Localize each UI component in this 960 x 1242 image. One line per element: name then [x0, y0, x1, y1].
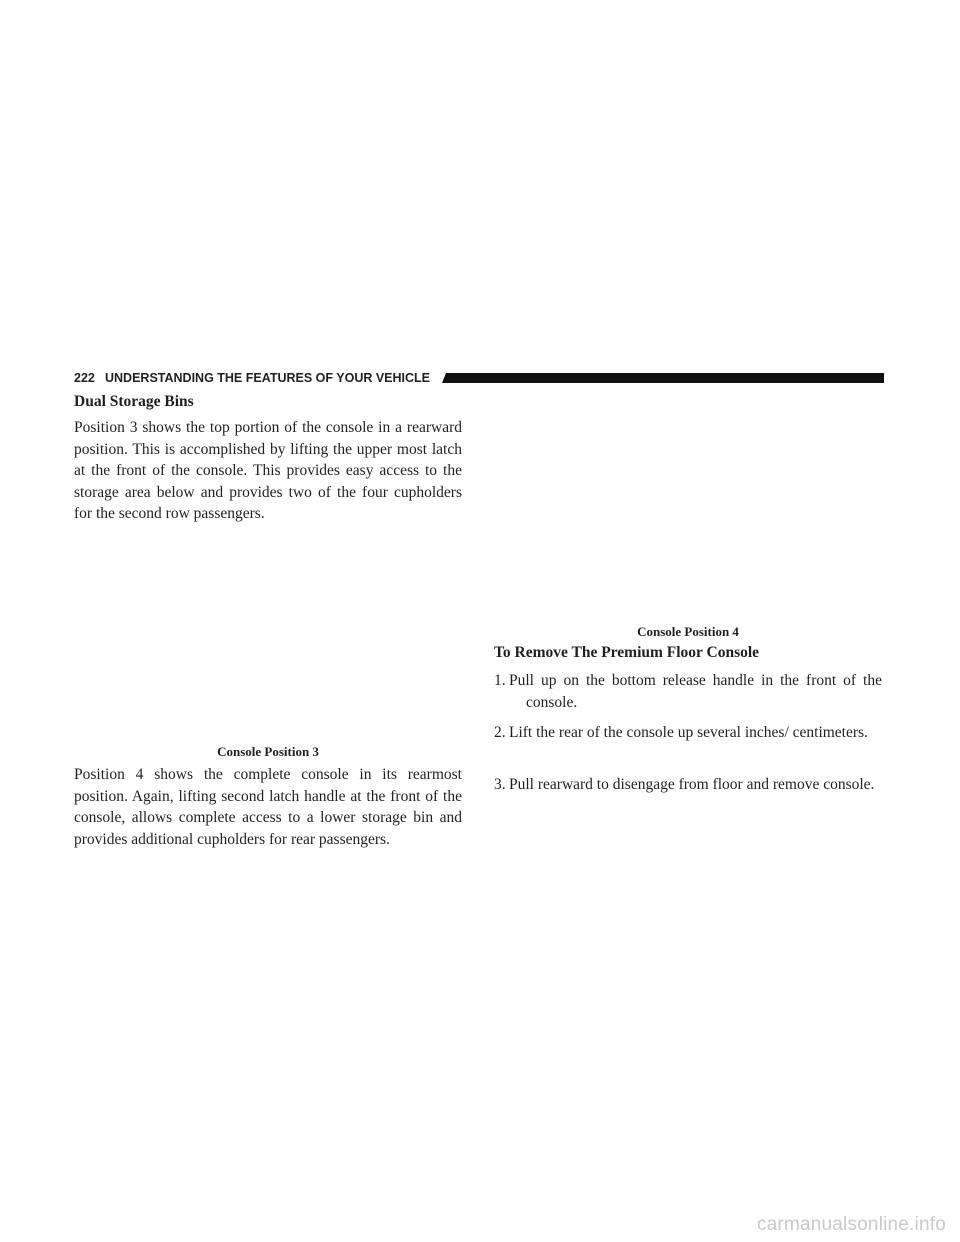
step-text: Pull rearward to disengage from floor and remove console.	[509, 776, 875, 793]
caption-console-position-4: Console Position 4	[637, 624, 739, 639]
page-header	[74, 371, 884, 385]
section-title: UNDERSTANDING THE FEATURES OF YOUR VEHICLE	[105, 371, 431, 385]
header-rule	[442, 373, 884, 383]
heading-remove-console: To Remove The Premium Floor Console	[494, 644, 760, 661]
list-item	[494, 722, 882, 744]
caption-console-position-3: Console Position 3	[217, 744, 319, 759]
list-item	[494, 774, 882, 796]
page-number: 222	[74, 371, 95, 385]
step-number: 2.	[494, 724, 506, 741]
figure-console-position-3	[74, 540, 462, 736]
watermark-text: carmanualsonline.info	[756, 1214, 946, 1235]
step-text: Pull up on the bottom release handle in the front of the console.	[509, 672, 882, 711]
paragraph-position-3: Position 3 shows the top portion of the console in a rearward position. This is accomplished by lifting the upper most latch at the front of the console. This provides easy access to the storage area below and provides two of the four cupholders for the second row passengers.	[74, 419, 462, 522]
step-number: 3.	[494, 776, 506, 793]
step-text: Lift the rear of the console up several inches/ centimeters.	[509, 724, 868, 741]
list-item	[494, 670, 882, 713]
paragraph-position-4: Position 4 shows the complete console in its rearmost position. Again, lifting second latch handle at the front of the console, allows complete access to a lower storage bin and provides additional cupholders for rear passengers.	[74, 766, 462, 848]
step-number: 1.	[494, 672, 506, 689]
heading-dual-storage-bins: Dual Storage Bins	[74, 393, 194, 410]
figure-console-position-4	[494, 392, 882, 620]
